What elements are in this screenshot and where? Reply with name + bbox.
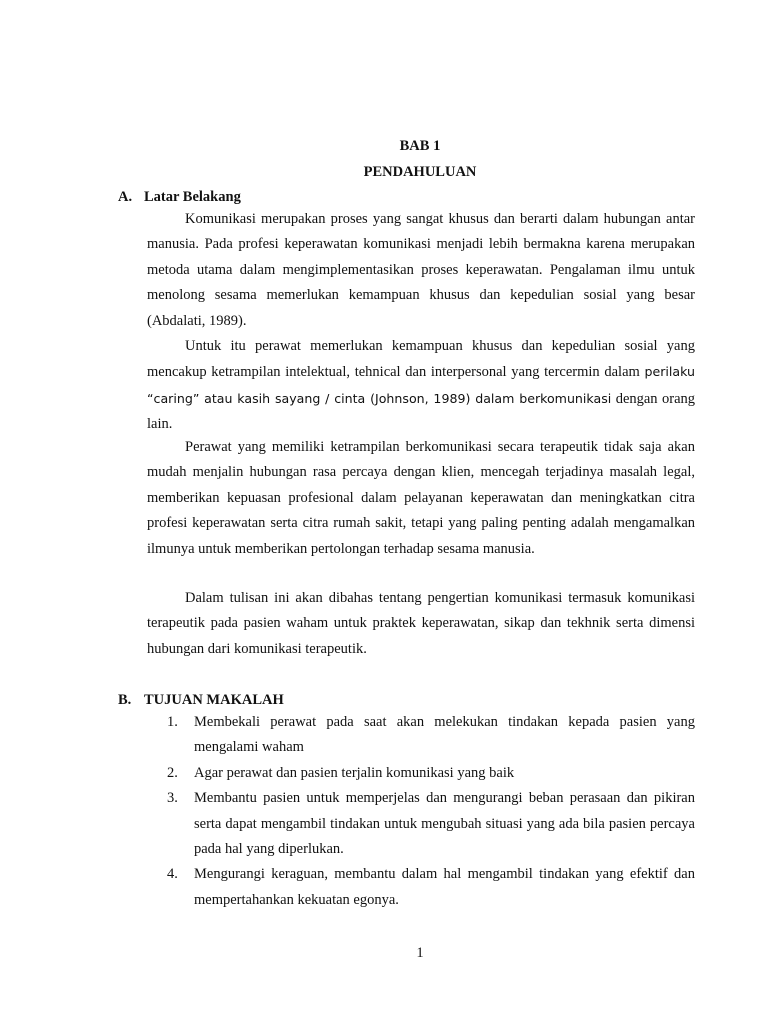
section-letter: B. xyxy=(118,692,132,708)
chapter-label: BAB 1 xyxy=(399,138,441,154)
paragraph: Komunikasi merupakan proses yang sangat khusus dan berarti dalam hubungan antar manusia. Pada profesi keperawatan komunikasi menjadi lebih bermakna karena merupakan metoda utama dalam mengimplementasikan proses keperawatan. Pengalaman ilmu untuk menolong sesama memerlukan kemampuan khusus dan kepedulian sosial yang besar (Abdalati, 1989). xyxy=(147,211,695,329)
section-title: Latar Belakang xyxy=(144,189,241,205)
list-item-text: Agar perawat dan pasien terjalin komunikasi yang baik xyxy=(194,764,515,781)
list-number: 2. xyxy=(167,764,178,781)
paragraph-text: dengan orang lain. xyxy=(147,390,695,433)
section-title: TUJUAN MAKALAH xyxy=(144,692,284,708)
section-heading-b xyxy=(118,692,284,709)
chapter-title: PENDAHULUAN xyxy=(363,164,477,180)
list-item xyxy=(147,761,695,786)
list-item xyxy=(147,710,695,761)
goal-list xyxy=(147,710,695,913)
paragraph-text: Untuk itu perawat memerlukan kemampuan khusus dan kepedulian sosial yang mencakup ketrampilan intelektual, tehnical dan interpersonal yang tercermin dalam xyxy=(147,338,695,381)
paragraph xyxy=(147,334,695,438)
section-letter: A. xyxy=(118,189,133,205)
list-item xyxy=(147,786,695,862)
page-number: 1 xyxy=(416,945,424,961)
list-item-text: Membekali perawat pada saat akan melekukan tindakan kepada pasien yang mengalami waham xyxy=(194,714,695,756)
section-heading-a xyxy=(118,189,241,206)
paragraph-text-alt-font: perilaku “caring” atau kasih sayang / cinta (Johnson, 1989) dalam berkomunikasi xyxy=(147,364,695,406)
list-item-text: Mengurangi keraguan, membantu dalam hal mengambil tindakan yang efektif dan mempertahankan kekuatan egonya. xyxy=(194,866,695,908)
paragraph: Perawat yang memiliki ketrampilan berkomunikasi secara terapeutik tidak saja akan mudah menjalin hubungan rasa percaya dengan klien, mencegah terjadinya masalah legal, memberikan kepuasan profesional dalam pelayanan keperawatan dan meningkatkan citra profesi keperawatan serta citra rumah sakit, tetapi yang paling penting adalah mengamalkan ilmunya untuk memberikan pertolongan terhadap sesama manusia. xyxy=(147,439,695,557)
list-item-text: Membantu pasien untuk memperjelas dan mengurangi beban perasaan dan pikiran serta dapat mengambil tindakan untuk mengubah situasi yang ada bila pasien percaya pada hal yang diperlukan. xyxy=(194,790,695,858)
list-number: 1. xyxy=(167,714,178,730)
list-number: 4. xyxy=(167,866,178,883)
paragraph: Dalam tulisan ini akan dibahas tentang pengertian komunikasi termasuk komunikasi terapeutik pada pasien waham untuk praktek keperawatan, sikap dan tekhnik serta dimensi hubungan dari komunikasi terapeutik. xyxy=(147,590,695,657)
list-item xyxy=(147,862,695,913)
list-number: 3. xyxy=(167,790,178,807)
